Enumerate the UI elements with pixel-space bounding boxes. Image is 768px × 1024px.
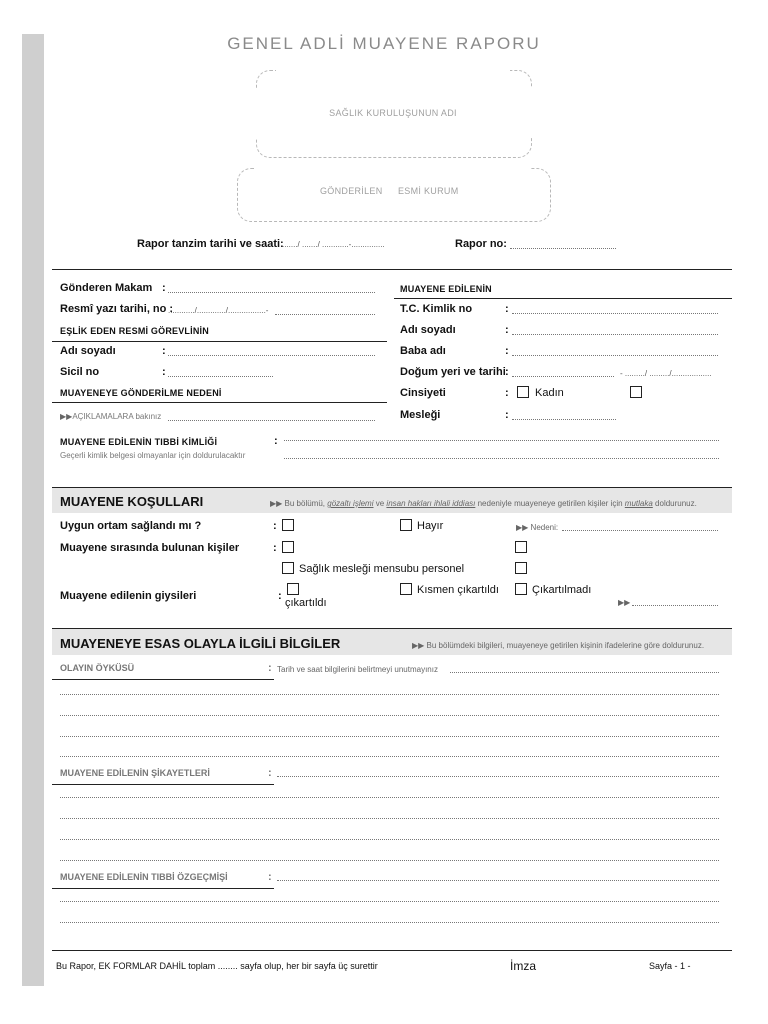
- sender-placeholder-b: ESMİ KURUM: [398, 186, 459, 196]
- medical-identity-field-2[interactable]: [284, 458, 719, 459]
- report-date-label: Rapor tanzim tarihi ve saati:: [137, 238, 284, 250]
- history-heading: OLAYIN ÖYKÜSÜ: [60, 663, 135, 673]
- complaints-line-3[interactable]: [60, 839, 719, 840]
- history-line-4[interactable]: [60, 756, 719, 757]
- sender-field[interactable]: [168, 292, 375, 293]
- examinee-heading: MUAYENE EDİLENİN: [400, 284, 492, 294]
- report-no-field[interactable]: [510, 248, 616, 249]
- form-title: GENEL ADLİ MUAYENE RAPORU: [227, 34, 541, 53]
- complaints-line-1[interactable]: [60, 797, 719, 798]
- divider-top: [52, 269, 732, 270]
- sender-label: Gönderen Makam: [60, 282, 153, 294]
- partial-checkbox[interactable]: [400, 583, 412, 595]
- female-label: Kadın: [535, 387, 564, 399]
- not-removed-checkbox[interactable]: [515, 583, 527, 595]
- clothes-arrow: ▶▶: [618, 598, 631, 607]
- birth-place-field[interactable]: [512, 376, 614, 377]
- medical-line-1[interactable]: [60, 901, 719, 902]
- birth-date-field[interactable]: - ........./ ........./..................: [620, 369, 712, 378]
- complaints-line-2[interactable]: [60, 818, 719, 819]
- complaints-line-4[interactable]: [60, 860, 719, 861]
- footer-page-number: Sayfa - 1 -: [649, 961, 691, 971]
- history-line-0[interactable]: [450, 672, 719, 673]
- q-present-persons: Muayene sırasında bulunan kişiler: [60, 542, 240, 554]
- father-field[interactable]: [512, 355, 718, 356]
- q-clothes: Muayene edilenin giysileri: [60, 590, 197, 602]
- medical-history-heading: MUAYENE EDİLENİN TIBBİ ÖZGEÇMİŞİ: [60, 872, 228, 882]
- escort-name-label: Adı soyadı: [60, 345, 116, 357]
- sicil-label: Sicil no: [60, 366, 100, 378]
- complaints-heading: MUAYENE EDİLENİN ŞİKAYETLERİ: [60, 768, 210, 778]
- escort-name-field[interactable]: [168, 355, 375, 356]
- occupation-label: Mesleği: [400, 409, 441, 421]
- official-doc-label: Resmî yazı tarihi, no :: [60, 303, 174, 315]
- basis-note: ▶▶ Bu bölümdeki bilgileri, muayeneye getirilen kişinin ifadelerine göre doldurunuz.: [412, 641, 705, 650]
- conditions-title: MUAYENE KOŞULLARI: [60, 494, 204, 509]
- male-checkbox[interactable]: [630, 386, 642, 398]
- gender-label: Cinsiyeti: [400, 387, 446, 399]
- present-checkbox-3[interactable]: [515, 562, 527, 574]
- health-staff-checkbox[interactable]: [282, 562, 294, 574]
- medical-line-0[interactable]: [277, 880, 719, 881]
- removed-checkbox[interactable]: [287, 583, 299, 595]
- removed-label: çıkartıldı: [285, 597, 327, 609]
- q-suitable-env: Uygun ortam sağlandı mı ?: [60, 520, 202, 532]
- medical-line-2[interactable]: [60, 922, 719, 923]
- tc-label: T.C. Kimlik no: [400, 303, 473, 315]
- examinee-name-label: Adı soyadı: [400, 324, 456, 336]
- basis-title: MUAYENEYE ESAS OLAYLA İLGİLİ BİLGİLER: [60, 636, 341, 651]
- official-doc-date[interactable]: ............/............./.................-: [168, 306, 269, 315]
- footer-page-count: Bu Rapor, EK FORMLAR DAHİL toplam ........ sayfa olup, her bir sayfa üç surettir: [56, 961, 378, 971]
- clothes-note-field[interactable]: [632, 605, 718, 606]
- medical-identity-note: Geçerli kimlik belgesi olmayanlar için doldurulacaktır: [60, 451, 246, 460]
- referral-field[interactable]: [168, 420, 375, 421]
- left-margin-bar: [22, 34, 44, 986]
- female-checkbox[interactable]: [517, 386, 529, 398]
- reason-field[interactable]: [562, 530, 718, 531]
- suitable-yes-checkbox[interactable]: [282, 519, 294, 531]
- sender-institution-box[interactable]: [237, 168, 551, 222]
- complaints-line-0[interactable]: [277, 776, 719, 777]
- footer-divider: [52, 950, 732, 951]
- medical-identity-field-1[interactable]: [284, 440, 719, 441]
- present-checkbox-1[interactable]: [282, 541, 294, 553]
- birth-label: Doğum yeri ve tarihi: [400, 366, 506, 378]
- history-line-3[interactable]: [60, 736, 719, 737]
- medical-identity-heading: MUAYENE EDİLENİN TIBBİ KİMLİĞİ: [60, 437, 218, 447]
- sender-placeholder-a: GÖNDERİLEN: [320, 186, 383, 196]
- report-date-field[interactable]: ......./ ......./ ............-...............: [282, 240, 385, 249]
- occupation-field[interactable]: [512, 419, 616, 420]
- tc-field[interactable]: [512, 313, 718, 314]
- health-staff-label: Sağlık mesleği mensubu personel: [299, 563, 465, 575]
- escort-heading: EŞLİK EDEN RESMİ GÖREVLİNİN: [60, 326, 209, 336]
- footer-signature: İmza: [510, 959, 537, 973]
- explanations-note: ▶▶AÇIKLAMALARA bakınız: [60, 412, 162, 421]
- father-label: Baba adı: [400, 345, 446, 357]
- history-note: Tarih ve saat bilgilerini belirtmeyi unutmayınız: [277, 665, 438, 674]
- report-no-label: Rapor no:: [455, 238, 507, 250]
- conditions-note: ▶▶ Bu bölümü, gözaltı işlemi ve insan hakları ihlali iddiası nedeniyle muayeneye getirilen kişiler için mutlaka doldurunuz.: [270, 499, 697, 508]
- suitable-no-checkbox[interactable]: [400, 519, 412, 531]
- examinee-name-field[interactable]: [512, 334, 718, 335]
- partial-label: Kısmen çıkartıldı: [417, 584, 499, 596]
- suitable-no-label: Hayır: [417, 520, 444, 532]
- present-checkbox-2[interactable]: [515, 541, 527, 553]
- reason-label: ▶▶ Nedeni:: [516, 523, 559, 532]
- referral-heading: MUAYENEYE GÖNDERİLME NEDENİ: [60, 388, 222, 398]
- sicil-field[interactable]: [168, 376, 273, 377]
- history-line-2[interactable]: [60, 715, 719, 716]
- not-removed-label: Çıkartılmadı: [532, 584, 592, 596]
- official-doc-no[interactable]: [275, 314, 375, 315]
- history-line-1[interactable]: [60, 694, 719, 695]
- institution-placeholder: SAĞLIK KURULUŞUNUN ADI: [329, 108, 457, 118]
